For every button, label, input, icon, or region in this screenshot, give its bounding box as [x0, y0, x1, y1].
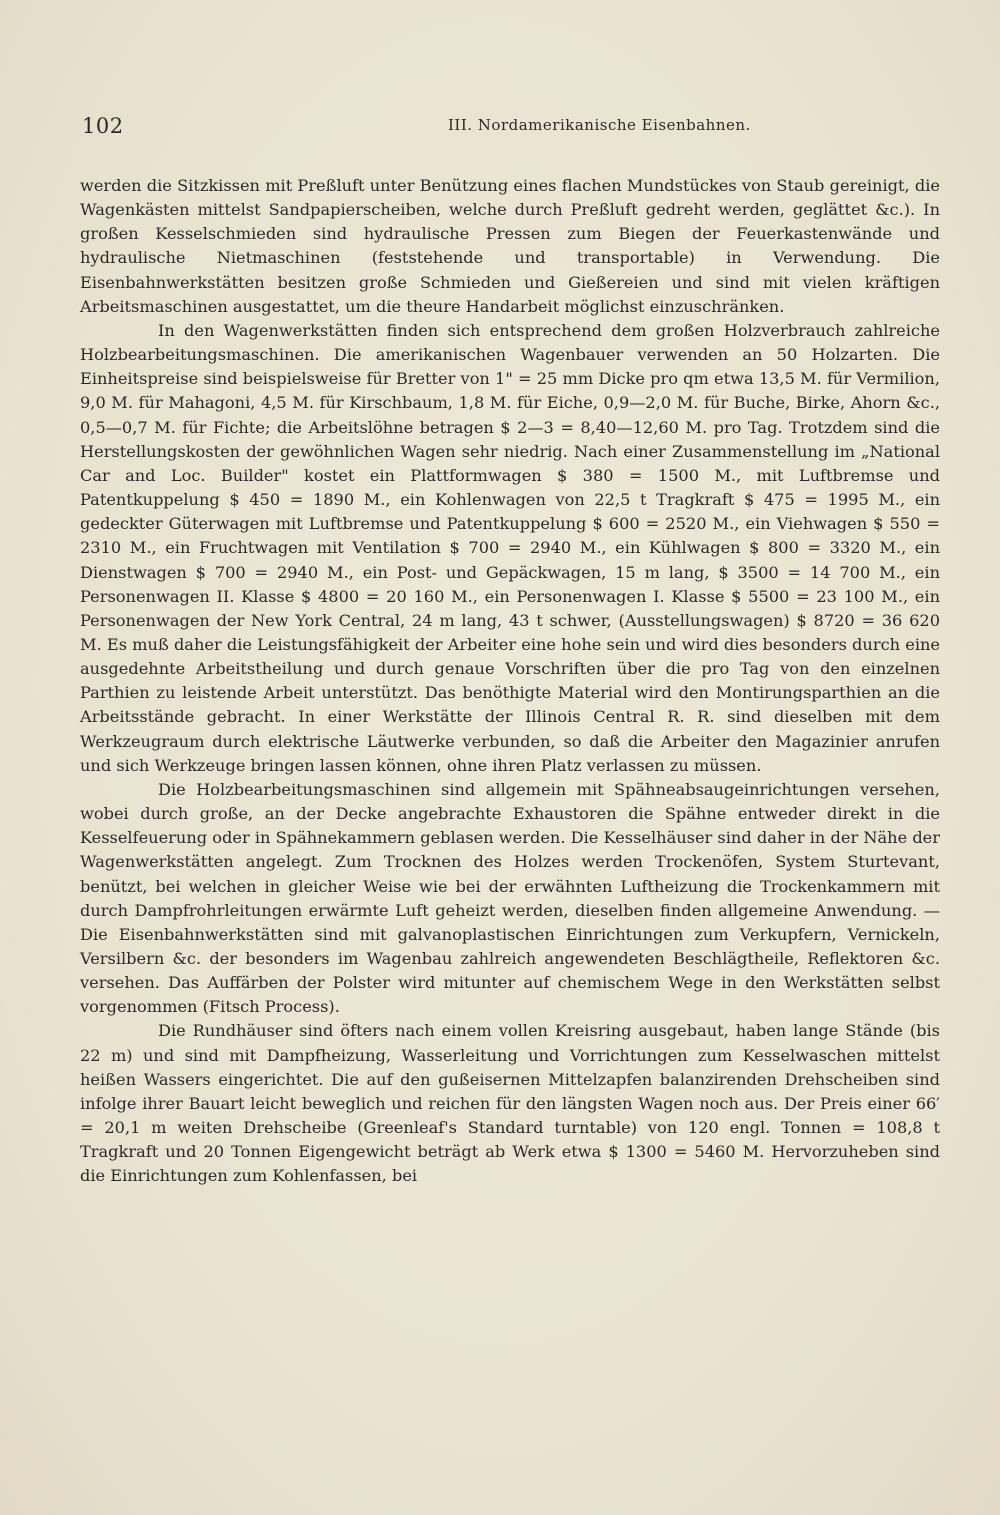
page-number: 102	[82, 114, 124, 138]
paragraph-holzbearbeitung: Die Holzbearbeitungsmaschinen sind allgemein mit Spähneabsaugeinrichtungen versehen, wobei durch große, an der Decke angebrachte Exhaustoren die Spähne entweder direkt in die Kesselfeuerung oder in Spähnekammern geblasen werden. Die Kesselhäuser sind daher in der Nähe der Wagenwerkstätten angelegt. Zum Trocknen des Holzes werden Trockenöfen, System Sturtevant, benützt, bei welchen in gleicher Weise wie bei der erwähnten Luftheizung die Trockenkammern mit durch Dampfrohrleitungen erwärmte Luft geheizt werden, dieselben finden allgemeine Anwendung. — Die Eisenbahnwerkstätten sind mit galvanoplastischen Einrichtungen zum Verkupfern, Vernickeln, Versilbern &c. der besonders im Wagenbau zahlreich angewendeten Beschlägtheile, Reflektoren &c. versehen. Das Auffärben der Polster wird mitunter auf chemischem Wege in den Werkstätten selbst vorgenommen (Fitsch Process).	[80, 779, 940, 1017]
page-header	[82, 114, 938, 144]
paragraph-continuation: werden die Sitzkissen mit Preßluft unter Benützung eines flachen Mundstückes von Staub gereinigt, die Wagenkästen mittelst Sandpapierscheiben, welche durch Preßluft gedreht werden, geglättet &c.). In großen Kesselschmieden sind hydraulische Pressen zum Biegen der Feuerkastenwände und hydraulische Nietmaschinen (feststehende und transportable) in Verwendung. Die Eisenbahnwerkstätten besitzen große Schmieden und Gießereien und sind mit vielen kräftigen Arbeitsmaschinen ausgestattet, um die theure Handarbeit möglichst einzuschränken.	[80, 176, 940, 316]
paragraph-rundhaeuser: Die Rundhäuser sind öfters nach einem vollen Kreisring ausgebaut, haben lange Stände (bis 22 m) und sind mit Dampfheizung, Wasserleitung und Vorrichtungen zum Kesselwaschen mittelst heißen Wassers eingerichtet. Die auf den gußeisernen Mittelzapfen balanzirenden Drehscheiben sind infolge ihrer Bauart leicht beweglich und reichen für den längsten Wagen noch aus. Der Preis einer 66′ = 20,1 m weiten Drehscheibe (Greenleaf's Standard turntable) von 120 engl. Tonnen = 108,8 t Tragkraft und 20 Tonnen Eigengewicht beträgt ab Werk etwa $ 1300 = 5460 M. Hervorzuheben sind die Einrichtungen zum Kohlenfassen, bei	[80, 1021, 940, 1186]
body-text	[80, 174, 940, 1189]
paragraph-wagenwerkstaetten: In den Wagenwerkstätten finden sich entsprechend dem großen Holzverbrauch zahlreiche Holzbearbeitungsmaschinen. Die amerikanischen Wagenbauer verwenden an 50 Holzarten. Die Einheitspreise sind beispielsweise für Bretter von 1" = 25 mm Dicke pro qm etwa 13,5 M. für Vermilion, 9,0 M. für Mahagoni, 4,5 M. für Kirschbaum, 1,8 M. für Eiche, 0,9—2,0 M. für Buche, Birke, Ahorn &c., 0,5—0,7 M. für Fichte; die Arbeitslöhne betragen $ 2—3 = 8,40—12,60 M. pro Tag. Trotzdem sind die Herstellungskosten der gewöhnlichen Wagen sehr niedrig. Nach einer Zusammenstellung im „National Car and Loc. Builder" kostet ein Plattformwagen $ 380 = 1500 M., mit Luftbremse und Patentkuppelung $ 450 = 1890 M., ein Kohlenwagen von 22,5 t Tragkraft $ 475 = 1995 M., ein gedeckter Güterwagen mit Luftbremse und Patentkuppelung $ 600 = 2520 M., ein Viehwagen $ 550 = 2310 M., ein Fruchtwagen mit Ventilation $ 700 = 2940 M., ein Kühlwagen $ 800 = 3320 M., ein Dienstwagen $ 700 = 2940 M., ein Post- und Gepäckwagen, 15 m lang, $ 3500 = 14 700 M., ein Personenwagen II. Klasse $ 4800 = 20 160 M., ein Personenwagen I. Klasse $ 5500 = 23 100 M., ein Personenwagen der New York Central, 24 m lang, 43 t schwer, (Ausstellungswagen) $ 8720 = 36 620 M. Es muß daher die Leistungsfähigkeit der Arbeiter eine hohe sein und wird dies besonders durch eine ausgedehnte Arbeitstheilung und durch genaue Vorschriften über die pro Tag von den einzelnen Parthien zu leistende Arbeit unterstützt. Das benöthigte Material wird den Montirungsparthien an die Arbeitsstände gebracht. In einer Werkstätte der Illinois Central R. R. sind dieselben mit dem Werkzeugraum durch elektrische Läutwerke verbunden, so daß die Arbeiter den Magazinier anrufen und sich Werkzeuge bringen lassen können, ohne ihren Platz verlassen zu müssen.	[80, 320, 940, 775]
running-head: III. Nordamerikanische Eisenbahnen.	[448, 116, 751, 134]
